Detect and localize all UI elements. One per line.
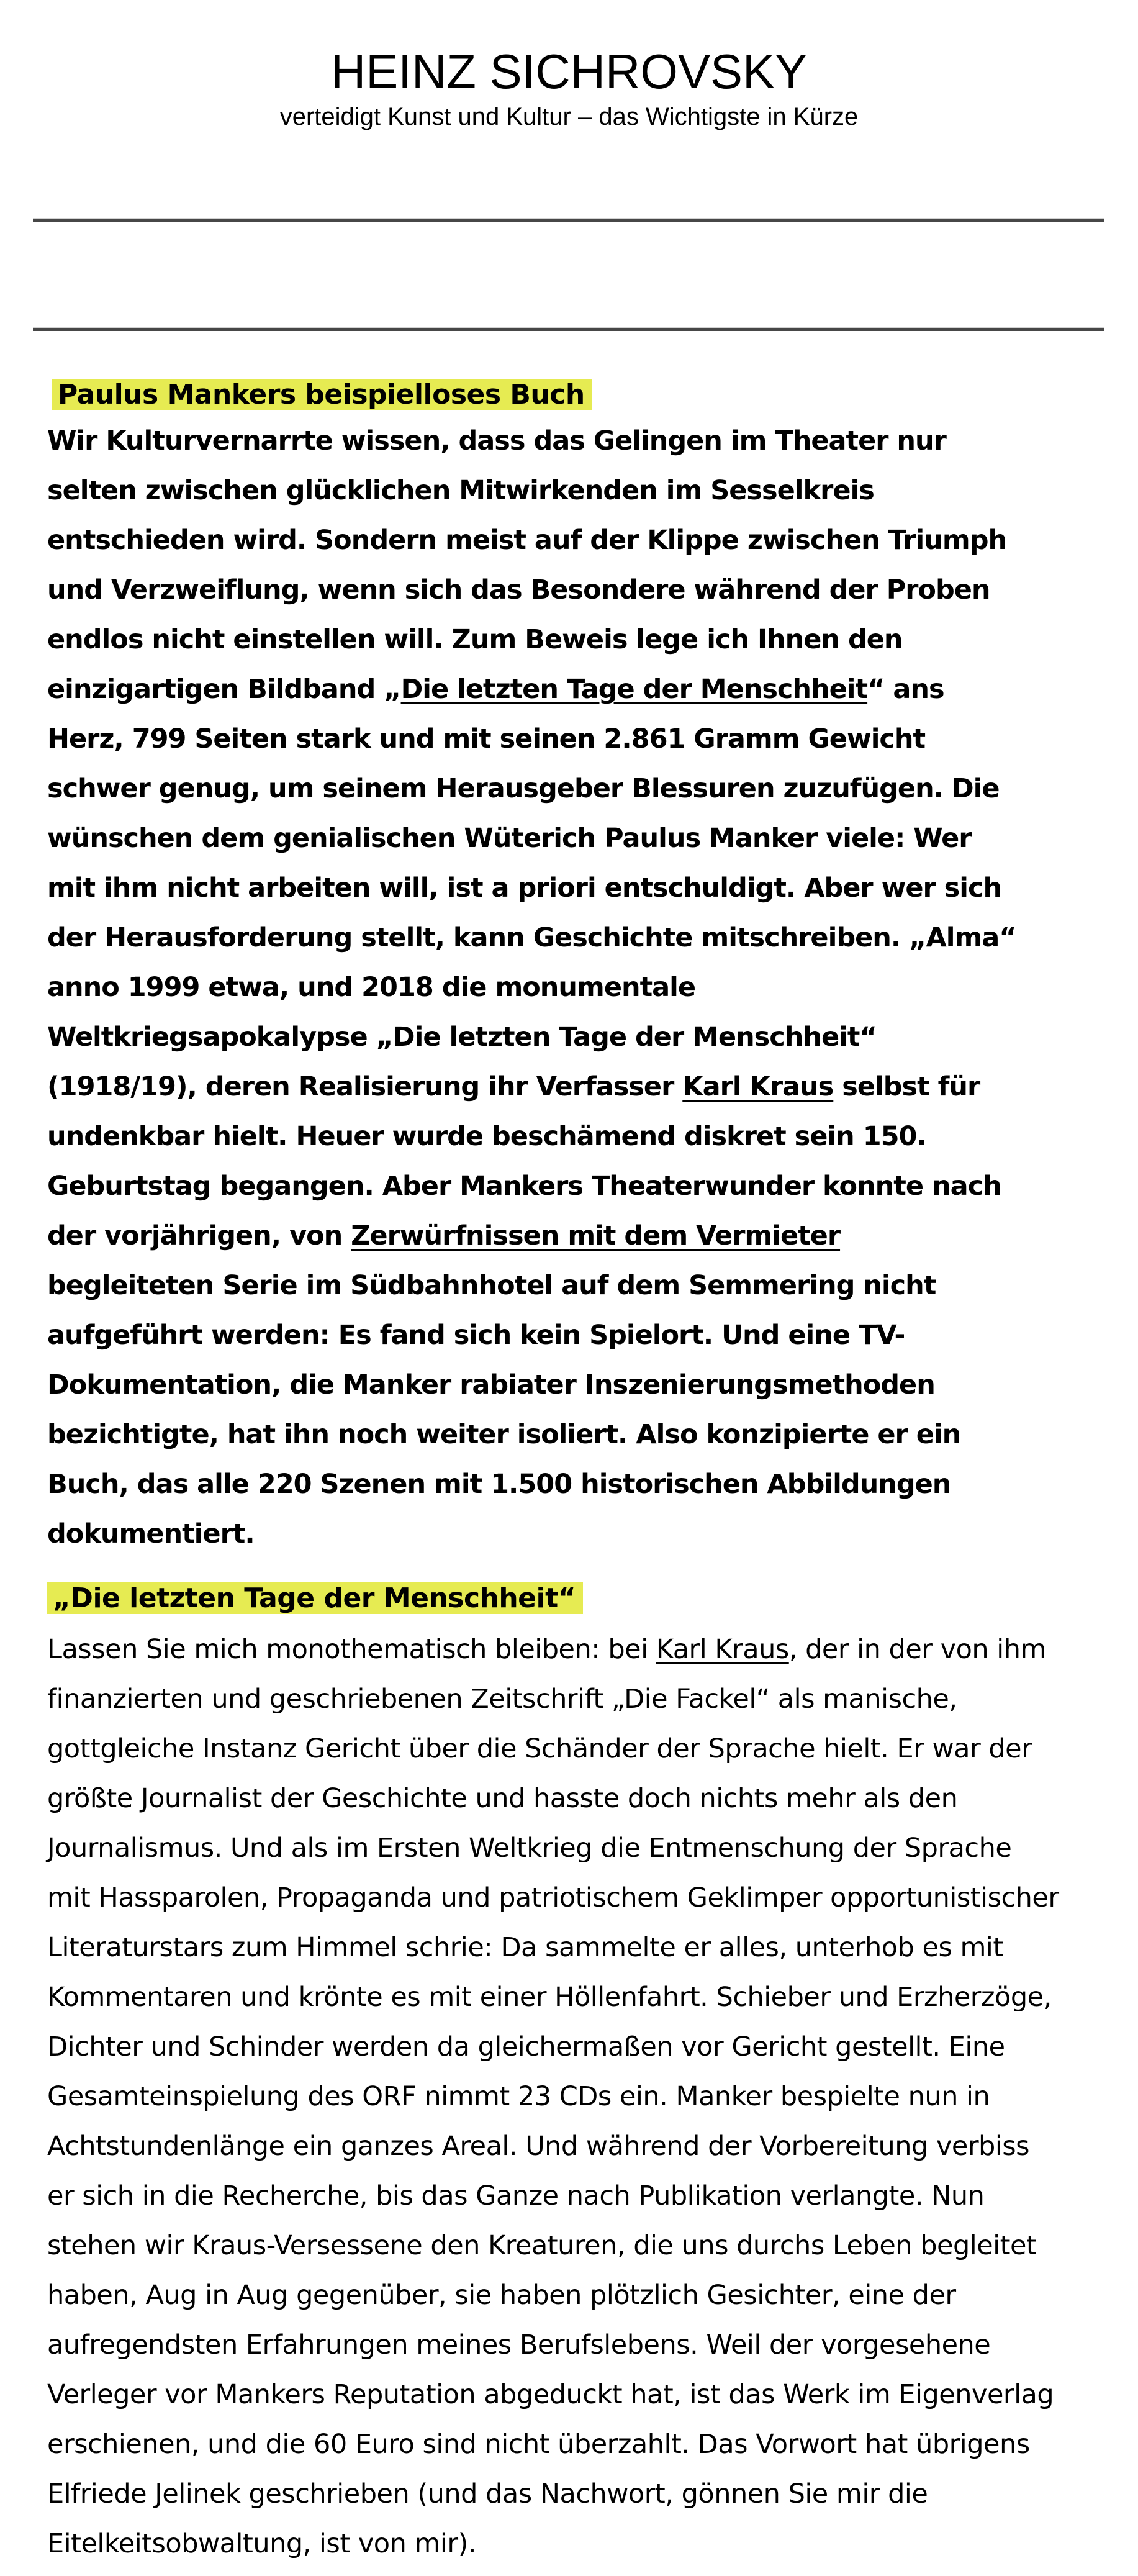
text-run: anno 1999 etwa, und 2018 die monumentale [47,972,696,1003]
text-run: Herz, 799 Seiten stark und mit seinen 2.861 Gramm Gewicht [47,723,926,755]
text-line [47,1410,1113,1459]
text-line [47,1261,1113,1310]
text-run: endlos nicht einstellen will. Zum Beweis lege ich Ihnen den [47,624,903,655]
divider-bottom [33,327,1104,331]
text-run: (1918/19), deren Realisierung ihr Verfasser [47,1071,683,1102]
text-line [47,664,1113,714]
text-run: selbst für [833,1071,980,1102]
text-run: Weltkriegsapokalypse „Die letzten Tage der Menschheit“ [47,1022,877,1053]
text-line [47,416,1113,466]
text-run: bezichtigte, hat ihn noch weiter isoliert. Also konzipierte er ein [47,1419,961,1450]
text-run: undenkbar hielt. Heuer wurde beschämend diskret sein 150. [47,1121,926,1152]
text-line [47,1509,1113,1559]
section-heading-1 [52,379,1113,411]
text-line [47,1161,1113,1211]
text-run: einzigartigen Bildband „ [47,674,401,705]
text-run: wünschen dem genialischen Wüterich Paulus Manker viele: Wer [47,823,972,854]
text-line [47,764,1113,814]
text-run: Kommentaren und krönte es mit einer Höllenfahrt. Schieber und Erzherzöge, [47,1982,1052,2013]
page-subtitle: verteidigt Kunst und Kultur – das Wichtigste in Kürze [279,103,859,130]
text-line [47,1724,1113,1774]
text-run: “ ans [867,674,944,705]
text-run: Elfriede Jelinek geschrieben (und das Nachwort, gönnen Sie mir die [47,2478,928,2510]
text-line [47,863,1113,913]
text-run: Dokumentation, die Manker rabiater Inszenierungsmethoden [47,1369,935,1400]
text-line [47,1112,1113,1161]
text-line [47,2320,1113,2370]
text-run: selten zwischen glücklichen Mitwirkenden im Sesselkreis [47,475,874,506]
text-run: aufregendsten Erfahrungen meines Berufslebens. Weil der vorgesehene [47,2329,991,2361]
text-run: Eitelkeitsobwaltung, ist von mir). [47,2528,476,2559]
text-line [47,2469,1113,2519]
section-heading-2 [47,1582,1113,1615]
text-run: der Herausforderung stellt, kann Geschichte mitschreiben. „Alma“ [47,922,1016,953]
text-line [47,1873,1113,1923]
text-line [47,2121,1113,2171]
text-line [47,1823,1113,1873]
text-line [47,1360,1113,1410]
text-line [47,2221,1113,2270]
text-line [47,1459,1113,1509]
text-line [47,1923,1113,1972]
text-run: finanzierten und geschriebenen Zeitschrift „Die Fackel“ als manische, [47,1684,957,1715]
text-line [47,2022,1113,2072]
text-run: mit ihm nicht arbeiten will, ist a priori entschuldigt. Aber wer sich [47,873,1002,904]
text-line [47,466,1113,515]
highlight-heading-2: „Die letzten Tage der Menschheit“ [47,1582,583,1614]
inline-link[interactable]: Karl Kraus [656,1634,789,1665]
text-line [47,963,1113,1012]
text-run: Geburtstag begangen. Aber Mankers Theaterwunder konnte nach [47,1171,1001,1202]
text-run: Lassen Sie mich monothematisch bleiben: bei [47,1634,656,1665]
text-line [47,1211,1113,1261]
article-body [0,379,1138,2569]
text-run: und Verzweiflung, wenn sich das Besondere während der Proben [47,574,990,605]
text-run: stehen wir Kraus-Versessene den Kreaturen, die uns durchs Leben begleitet [47,2230,1037,2261]
text-line [47,714,1113,764]
text-run: gottgleiche Instanz Gericht über die Schänder der Sprache hielt. Er war der [47,1733,1032,1764]
text-line [47,2072,1113,2121]
text-run: Dichter und Schinder werden da gleichermaßen vor Gericht gestellt. Eine [47,2031,1005,2062]
text-line [47,1972,1113,2022]
inline-link[interactable]: Zerwürfnissen mit dem Vermieter [351,1220,841,1251]
text-run: Buch, das alle 220 Szenen mit 1.500 historischen Abbildungen [47,1469,951,1500]
divider-top [33,218,1104,222]
section-paragraph-2 [47,1625,1113,2569]
text-line [47,1062,1113,1112]
text-line [47,2171,1113,2221]
text-run: Journalismus. Und als im Ersten Weltkrieg die Entmenschung der Sprache [47,1833,1012,1864]
text-line [47,2370,1113,2420]
text-line [47,2420,1113,2469]
text-run: erschienen, und die 60 Euro sind nicht überzahlt. Das Vorwort hat übrigens [47,2429,1030,2460]
section-paragraph-1 [47,416,1113,1559]
text-line [47,1774,1113,1823]
text-line [47,1625,1113,1674]
text-line [47,1310,1113,1360]
text-run: schwer genug, um seinem Herausgeber Blessuren zuzufügen. Die [47,773,1000,804]
text-line [47,615,1113,664]
text-run: Achtstundenlänge ein ganzes Areal. Und während der Vorbereitung verbiss [47,2131,1030,2162]
text-run: größte Journalist der Geschichte und hasste doch nichts mehr als den [47,1783,958,1814]
text-line [47,1012,1113,1062]
text-line [47,2519,1113,2569]
text-run: , der in der von ihm [788,1634,1046,1665]
inline-link[interactable]: Karl Kraus [682,1071,834,1102]
text-run: er sich in die Recherche, bis das Ganze nach Publikation verlangte. Nun [47,2180,985,2211]
inline-link[interactable]: Die letzten Tage der Menschheit [400,674,868,705]
text-run: Gesamteinspielung des ORF nimmt 23 CDs ein. Manker bespielte nun in [47,2081,990,2112]
text-run: aufgeführt werden: Es fand sich kein Spielort. Und eine TV- [47,1320,905,1351]
text-run: entschieden wird. Sondern meist auf der Klippe zwischen Triumph [47,525,1007,556]
text-run: begleiteten Serie im Südbahnhotel auf dem Semmering nicht [47,1270,936,1301]
text-run: der vorjährigen, von [47,1220,351,1251]
text-run: dokumentiert. [47,1518,255,1549]
text-line [47,913,1113,963]
text-run: Verleger vor Mankers Reputation abgeduckt hat, ist das Werk im Eigenverlag [47,2379,1054,2410]
text-run: Literaturstars zum Himmel schrie: Da sammelte er alles, unterhob es mit [47,1932,1003,1963]
text-line [47,515,1113,565]
text-line [47,2270,1113,2320]
highlight-heading-1: Paulus Mankers beispielloses Buch [52,379,592,410]
text-run: Wir Kulturvernarrte wissen, dass das Gelingen im Theater nur [47,425,946,456]
text-line [47,1674,1113,1724]
text-run: haben, Aug in Aug gegenüber, sie haben plötzlich Gesichter, eine der [47,2280,956,2311]
text-run: mit Hassparolen, Propaganda und patriotischem Geklimper opportunistischer [47,1882,1059,1913]
page-title: HEINZ SICHROVSKY [330,44,808,99]
text-line [47,565,1113,615]
text-line [47,814,1113,863]
